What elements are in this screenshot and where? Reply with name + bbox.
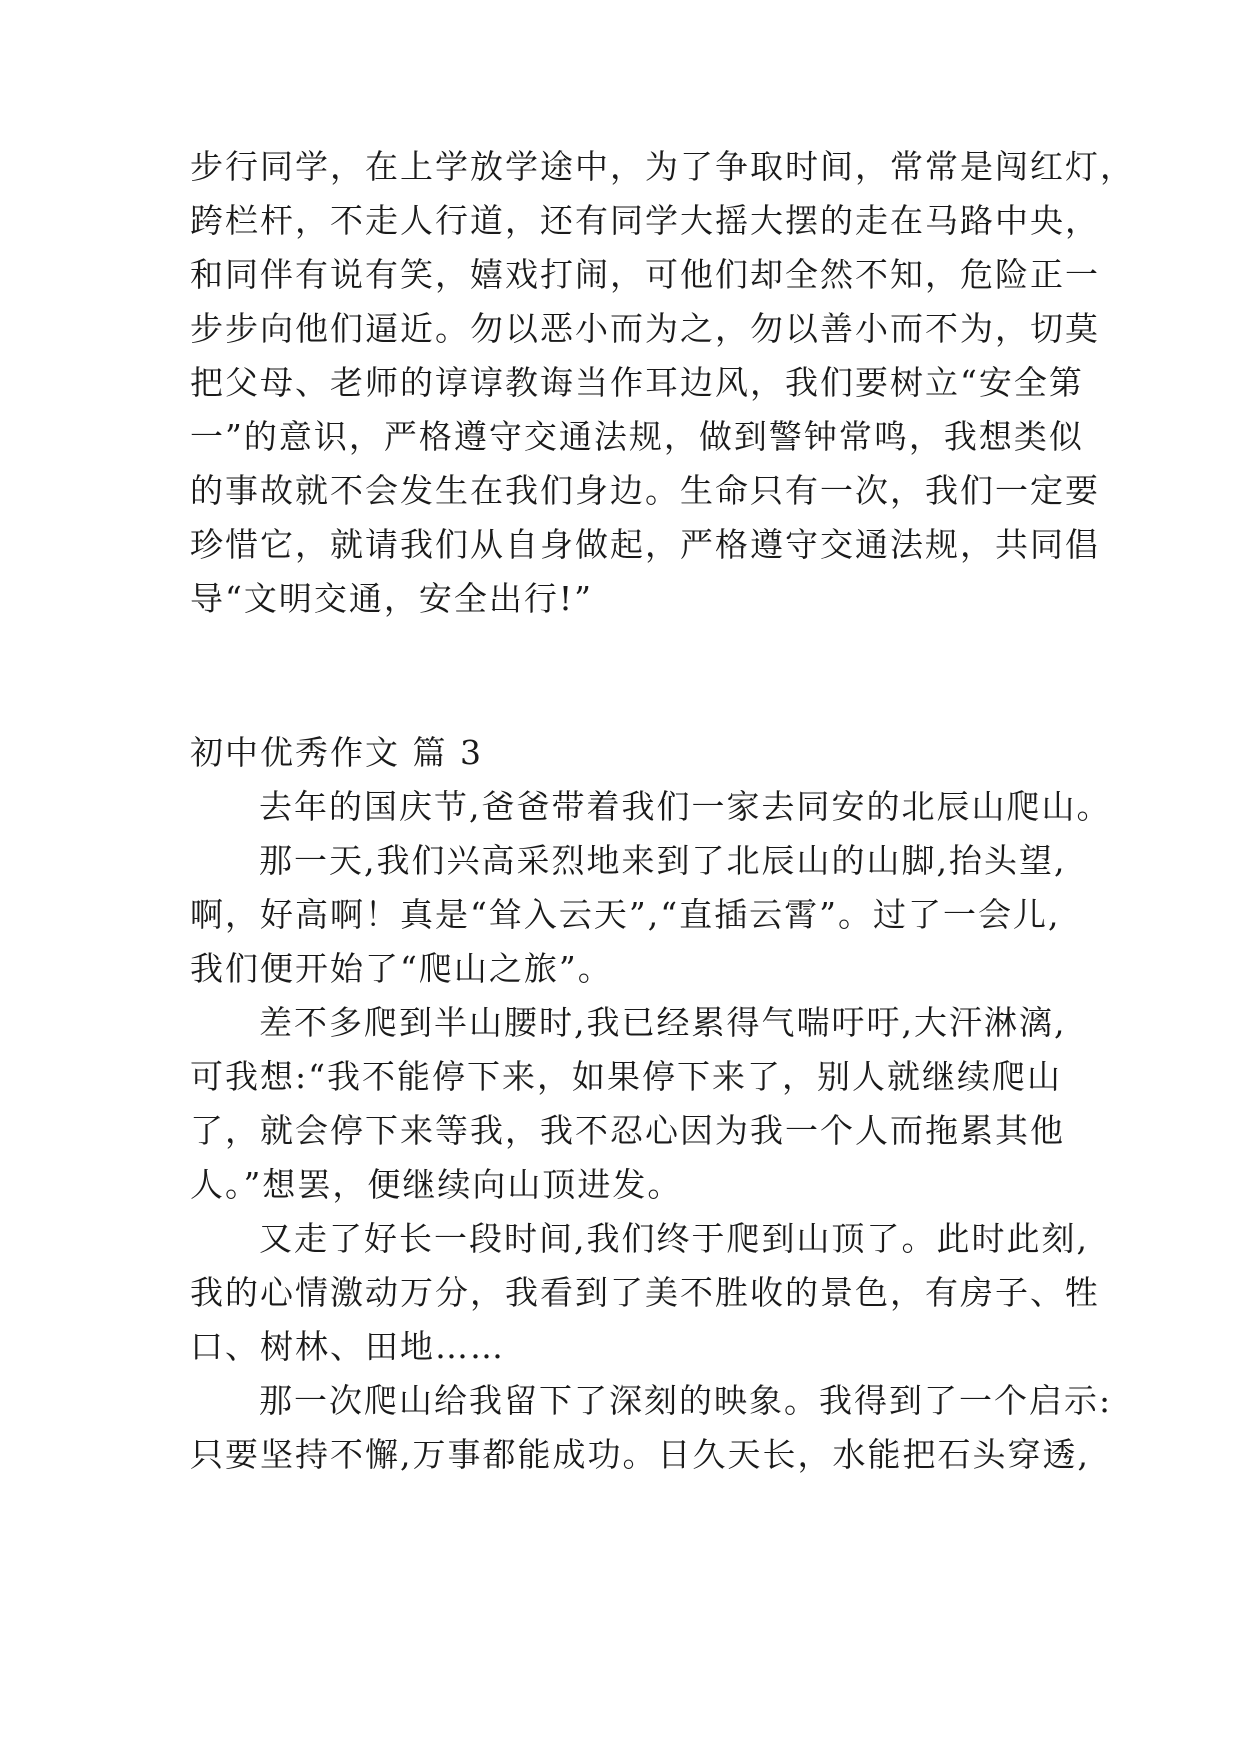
essay-heading: 初中优秀作文 篇 3 xyxy=(190,733,483,772)
paragraph-line: 步行同学，在上学放学途中，为了争取时间，常常是闯红灯， xyxy=(190,147,1135,186)
paragraph-line: 的事故就不会发生在我们身边。生命只有一次，我们一定要 xyxy=(190,471,1100,510)
paragraph-line: 我的心情激动万分，我看到了美不胜收的景色，有房子、牲 xyxy=(190,1273,1100,1312)
paragraph-line: 去年的国庆节,爸爸带着我们一家去同安的北辰山爬山。 xyxy=(259,787,1112,826)
paragraph-line: 我们便开始了“爬山之旅”。 xyxy=(190,949,613,988)
paragraph-line: 一”的意识，严格遵守交通法规，做到警钟常鸣，我想类似 xyxy=(190,417,1084,456)
paragraph-line: 了，就会停下来等我，我不忍心因为我一个人而拖累其他 xyxy=(190,1111,1065,1150)
paragraph-line: 跨栏杆，不走人行道，还有同学大摇大摆的走在马路中央， xyxy=(190,201,1100,240)
paragraph-line: 珍惜它，就请我们从自身做起，严格遵守交通法规，共同倡 xyxy=(190,525,1100,564)
paragraph-line: 只要坚持不懈,万事都能成功。日久天长，水能把石头穿透, xyxy=(190,1435,1090,1474)
paragraph-line: 那一次爬山给我留下了深刻的映象。我得到了一个启示: xyxy=(259,1381,1113,1420)
paragraph-line: 啊，好高啊！真是“耸入云天”,“直插云霄”。过了一会儿, xyxy=(190,895,1061,934)
paragraph-line: 可我想:“我不能停下来，如果停下来了，别人就继续爬山 xyxy=(190,1057,1062,1096)
paragraph-line: 导“文明交通，安全出行!” xyxy=(190,579,594,618)
paragraph-line: 口、树林、田地…… xyxy=(190,1327,505,1366)
paragraph-line: 差不多爬到半山腰时,我已经累得气喘吁吁,大汗淋漓, xyxy=(259,1003,1067,1042)
paragraph-line: 又走了好长一段时间,我们终于爬到山顶了。此时此刻, xyxy=(259,1219,1089,1258)
paragraph-line: 那一天,我们兴高采烈地来到了北辰山的山脚,抬头望, xyxy=(259,841,1067,880)
paragraph-line: 人。”想罢，便继续向山顶进发。 xyxy=(190,1165,683,1204)
paragraph-line: 和同伴有说有笑，嬉戏打闹，可他们却全然不知，危险正一 xyxy=(190,255,1100,294)
paragraph-line: 步步向他们逼近。勿以恶小而为之，勿以善小而不为，切莫 xyxy=(190,309,1100,348)
paragraph-line: 把父母、老师的谆谆教诲当作耳边风，我们要树立“安全第 xyxy=(190,363,1084,402)
